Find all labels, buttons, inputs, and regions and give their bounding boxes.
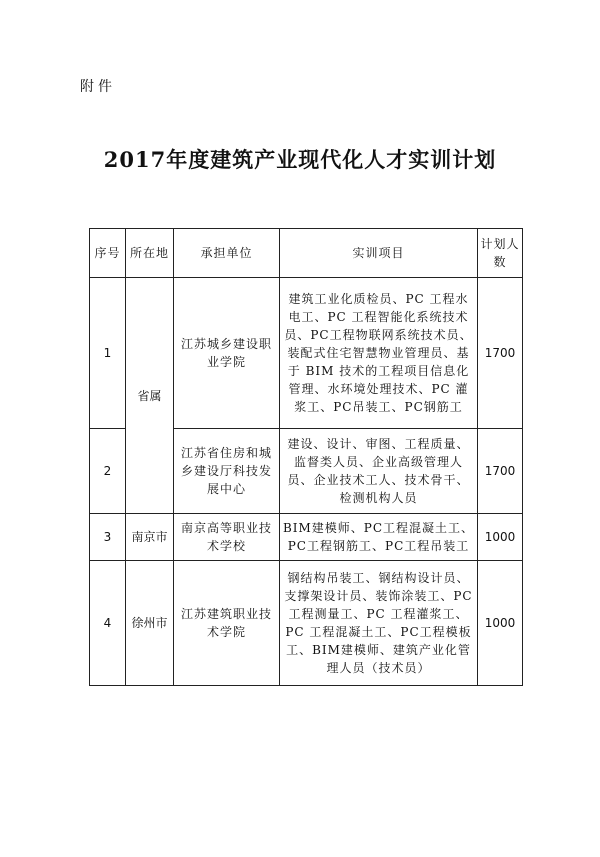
row-unit: 江苏建筑职业技术学院 <box>174 561 280 686</box>
training-plan-table <box>89 228 523 686</box>
header-location: 所在地 <box>126 229 174 278</box>
row-index: 2 <box>90 429 126 514</box>
table-row <box>90 561 523 686</box>
table-row <box>90 514 523 561</box>
row-items: BIM建模师、PC工程混凝土工、PC工程钢筋工、PC工程吊装工 <box>280 514 478 561</box>
row-unit: 江苏省住房和城乡建设厅科技发展中心 <box>174 429 280 514</box>
row-items: 钢结构吊装工、钢结构设计员、支撑架设计员、装饰涂装工、PC工程测量工、PC 工程灌浆工、PC 工程混凝土工、PC工程模板工、BIM建模师、建筑产业化管理人员（技术员） <box>280 561 478 686</box>
row-count: 1000 <box>478 514 523 561</box>
header-count: 计划人数 <box>478 229 523 278</box>
header-unit: 承担单位 <box>174 229 280 278</box>
page-title: 2017年度建筑产业现代化人才实训计划 <box>103 147 497 172</box>
row-count: 1700 <box>478 429 523 514</box>
table-header-row <box>90 229 523 278</box>
row-count: 1000 <box>478 561 523 686</box>
row-index: 1 <box>90 278 126 429</box>
header-items: 实训项目 <box>280 229 478 278</box>
row-index: 4 <box>90 561 126 686</box>
table-row <box>90 278 523 429</box>
row-unit: 江苏城乡建设职业学院 <box>174 278 280 429</box>
row-items: 建筑工业化质检员、PC 工程水电工、PC 工程智能化系统技术员、PC工程物联网系统技术员、装配式住宅智慧物业管理员、基于 BIM 技术的工程项目信息化管理、水环境处理技术、PC 灌浆工、PC吊装工、PC钢筋工 <box>280 278 478 429</box>
row-count: 1700 <box>478 278 523 429</box>
header-index: 序号 <box>90 229 126 278</box>
row-items: 建设、设计、审图、工程质量、监督类人员、企业高级管理人员、企业技术工人、技术骨干、检测机构人员 <box>280 429 478 514</box>
row-index: 3 <box>90 514 126 561</box>
row-location-merged: 省属 <box>126 278 174 514</box>
row-location: 徐州市 <box>126 561 174 686</box>
row-location: 南京市 <box>126 514 174 561</box>
attachment-label: 附件 <box>80 79 116 95</box>
row-unit: 南京高等职业技术学校 <box>174 514 280 561</box>
